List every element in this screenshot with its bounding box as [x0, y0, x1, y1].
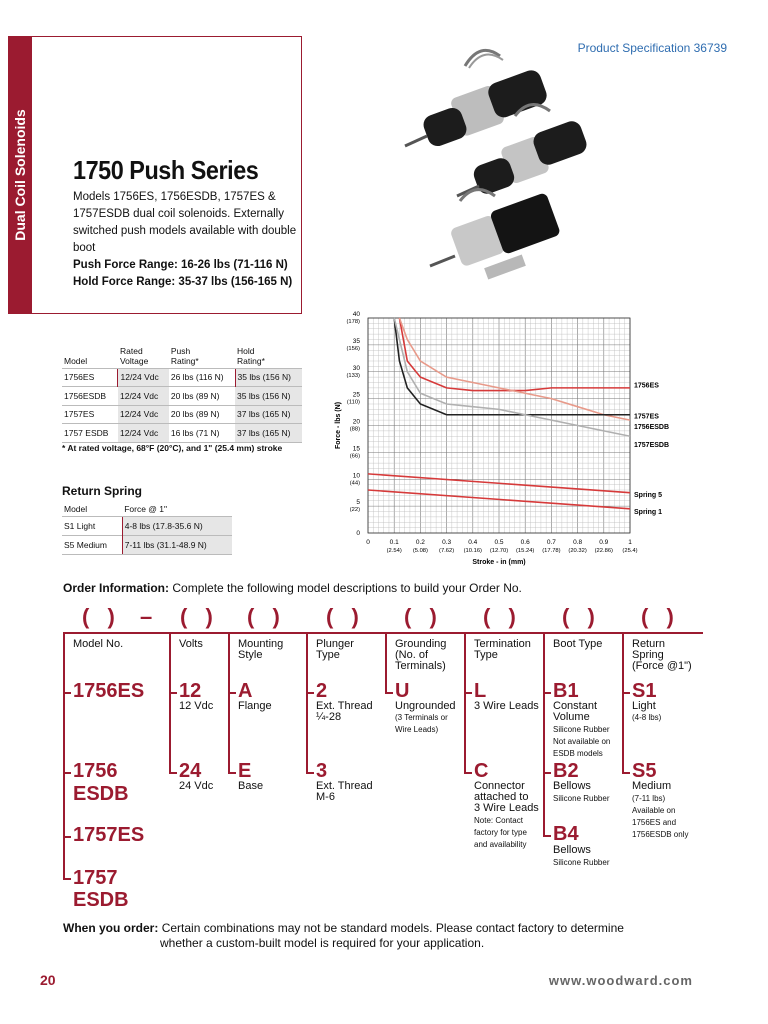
- option-tick: [169, 772, 177, 774]
- option-note: Silicone Rubber: [553, 858, 610, 867]
- series-label: 1757ES: [634, 413, 659, 421]
- page-number: 20: [40, 972, 56, 988]
- return-table-header: [62, 502, 232, 516]
- when-text-1: Certain combinations may not be standard models. Please contact factory to determine: [161, 921, 624, 935]
- y-tick-label: 35: [352, 337, 360, 345]
- y-tick-n-label: (178): [346, 319, 360, 325]
- x-tick-label: 0: [366, 539, 370, 546]
- table-cell: 1756ESDB: [62, 387, 118, 406]
- x-tick-mm-label: (17.78): [542, 548, 561, 554]
- order-info-text: Complete the following model descriptions to build your Order No.: [172, 581, 522, 595]
- column-header: Model No.: [73, 638, 124, 650]
- header-line: Style: [238, 649, 263, 661]
- option-code: B2: [553, 760, 579, 782]
- table-cell: 37 lbs (165 N): [235, 424, 302, 443]
- option-tick: [63, 878, 71, 880]
- option-desc: Connector: [474, 780, 525, 792]
- table-cell: 16 lbs (71 N): [169, 424, 235, 443]
- order-paren-boot: ( ): [562, 604, 601, 629]
- x-tick-label: 0.2: [415, 539, 425, 546]
- col-header: Force @ 1": [124, 503, 168, 514]
- header-line: Plunger: [316, 638, 354, 650]
- header-line: Grounding: [395, 638, 447, 650]
- header-line: Termination: [474, 638, 531, 650]
- header-line: Type: [316, 649, 340, 661]
- series-label: 1756ES: [634, 382, 659, 390]
- x-tick-label: 0.9: [599, 539, 609, 546]
- option-note: Available on: [632, 806, 676, 815]
- option-note: 1756ESDB only: [632, 830, 689, 839]
- y-tick-label: 5: [356, 499, 360, 507]
- x-tick-label: 1: [628, 539, 632, 546]
- col-header: [118, 342, 169, 368]
- header-text: Rated Voltage: [119, 345, 149, 366]
- option-tick: [543, 835, 551, 837]
- header-line: (No. of: [395, 649, 429, 661]
- spec-table-note: * At rated voltage, 68°F (20°C), and 1" (25.4 mm) stroke: [62, 443, 283, 453]
- column-line: [622, 633, 624, 773]
- y-axis-label: Force - lbs (N): [335, 401, 342, 450]
- series-label: Spring 5: [634, 491, 663, 499]
- table-cell: 4-8 lbs (17.8-35.6 N): [122, 516, 232, 535]
- x-tick-label: 0.5: [494, 539, 504, 546]
- solenoid-photo: [395, 36, 595, 306]
- option-code: L: [474, 680, 487, 702]
- column-line: [464, 633, 466, 773]
- y-tick-label: 40: [352, 311, 360, 318]
- option-note: ESDB models: [553, 749, 603, 758]
- table-cell: S1 Light: [62, 516, 122, 535]
- table-row: [62, 405, 302, 424]
- option-tick: [464, 772, 472, 774]
- page-title: 1750 Push Series: [73, 155, 259, 185]
- table-cell: 1756ES: [62, 368, 118, 387]
- option-tick: [63, 772, 71, 774]
- column-line: [169, 633, 171, 773]
- option-tick: [306, 692, 314, 694]
- series-label: 1757ESDB: [634, 441, 670, 449]
- option-desc: M-6: [316, 791, 335, 803]
- when-you-order: [63, 921, 624, 951]
- order-paren-mounting: ( ): [247, 604, 286, 629]
- option-code: B4: [553, 823, 579, 845]
- description-text: Models 1756ES, 1756ESDB, 1757ES & 1757ESDB dual coil solenoids. Externally switched push models available with double boot: [73, 191, 297, 254]
- y-tick-n-label: (110): [346, 399, 360, 406]
- product-spec-number: Product Specification 36739: [577, 41, 727, 55]
- option-tick: [63, 836, 71, 838]
- option-note: (4-8 lbs): [632, 713, 662, 722]
- option-tick: [385, 692, 393, 694]
- column-header: [316, 639, 354, 661]
- header-text: Push Rating*: [170, 345, 199, 366]
- y-tick-label: 0: [356, 530, 360, 537]
- series-label: Spring 1: [634, 509, 663, 516]
- y-tick-n-label: (66): [349, 453, 360, 460]
- option-desc: Bellows: [553, 780, 591, 792]
- option-desc: Bellows: [553, 844, 591, 856]
- option-tick: [543, 692, 551, 694]
- option-desc: Medium: [632, 780, 672, 792]
- column-line: [543, 633, 545, 836]
- header-line: Type: [474, 649, 498, 661]
- x-tick-mm-label: (5.08): [412, 548, 428, 554]
- order-paren-termination: ( ): [483, 604, 522, 629]
- option-note: Not available on: [553, 737, 611, 746]
- order-paren-plunger: ( ): [326, 604, 365, 629]
- table-cell: 20 lbs (89 N): [169, 405, 235, 424]
- option-note: Silicone Rubber: [553, 725, 610, 734]
- x-tick-mm-label: (22.86): [594, 548, 613, 554]
- return-spring-title: Return Spring: [62, 484, 142, 498]
- y-tick-label: 15: [352, 445, 360, 453]
- y-tick-label: 20: [352, 418, 360, 426]
- option-code: 1756ES: [73, 680, 145, 702]
- option-desc: Ungrounded: [395, 700, 456, 712]
- option-desc: 3 Wire Leads: [474, 700, 539, 712]
- table-cell: 1757ES: [62, 405, 118, 424]
- option-code: B1: [553, 680, 579, 702]
- table-cell: 12/24 Vdc: [118, 424, 169, 443]
- table-cell: 37 lbs (165 N): [235, 405, 302, 424]
- order-paren-model: ( ): [82, 604, 121, 629]
- option-tick: [228, 692, 236, 694]
- y-tick-n-label: (133): [346, 372, 360, 379]
- order-dash: –: [140, 604, 153, 629]
- table-cell: 7-11 lbs (31.1-48.9 N): [122, 535, 232, 554]
- x-tick-mm-label: (20.32): [568, 548, 587, 554]
- option-desc: Ext. Thread: [316, 700, 373, 712]
- header-line: Mounting: [238, 638, 284, 650]
- option-desc: Light: [632, 700, 656, 712]
- header-line: (Force @1"): [632, 660, 692, 672]
- table-cell: 12/24 Vdc: [118, 368, 169, 387]
- order-info-label: Order Information:: [63, 581, 170, 595]
- option-code: 1756: [73, 760, 118, 782]
- column-line: [385, 633, 387, 693]
- option-code: S1: [632, 680, 657, 702]
- option-code: 2: [316, 680, 328, 702]
- y-tick-label: 25: [352, 391, 360, 399]
- table-row: [62, 368, 302, 387]
- option-code: U: [395, 680, 410, 702]
- table-row: [62, 424, 302, 443]
- solenoid-1: [405, 50, 549, 149]
- option-note: Wire Leads): [395, 725, 439, 734]
- option-code: ESDB: [73, 783, 129, 805]
- order-paren-volts: ( ): [180, 604, 219, 629]
- force-stroke-chart: [330, 310, 670, 575]
- x-tick-mm-label: (25.4): [622, 548, 638, 554]
- option-desc: attached to: [474, 791, 529, 803]
- col-header: Model: [64, 503, 88, 514]
- order-info: [63, 581, 522, 595]
- option-code: 24: [179, 760, 202, 782]
- option-desc: 12 Vdc: [179, 700, 214, 712]
- option-code: 1757ES: [73, 824, 145, 846]
- side-tab: [8, 36, 32, 314]
- x-tick-mm-label: (12.70): [489, 548, 509, 554]
- spec-table: [62, 342, 302, 443]
- table-cell: S5 Medium: [62, 535, 122, 554]
- when-label: When you order:: [63, 921, 159, 935]
- column-header: [395, 639, 446, 672]
- return-spring-table: [62, 502, 232, 555]
- option-note: and availability: [474, 840, 527, 849]
- x-tick-mm-label: (15.24): [516, 548, 535, 554]
- col-header: Model: [64, 355, 88, 366]
- option-note: (7-11 lbs): [632, 794, 666, 803]
- table-row: [62, 516, 232, 535]
- option-desc: Ext. Thread: [316, 780, 373, 792]
- table-cell: 12/24 Vdc: [118, 387, 169, 406]
- table-row: [62, 387, 302, 406]
- x-tick-label: 0.6: [520, 539, 530, 546]
- option-code: E: [238, 760, 252, 782]
- option-note: 1756ES and: [632, 818, 677, 827]
- column-line: [306, 633, 308, 773]
- series-label: 1756ESDB: [634, 424, 670, 432]
- y-tick-n-label: (22): [349, 507, 360, 514]
- solenoid-3: [430, 190, 561, 280]
- website-url[interactable]: www.woodward.com: [548, 973, 693, 988]
- x-tick-mm-label: (2.54): [386, 548, 402, 554]
- column-header: [474, 639, 531, 661]
- x-tick-label: 0.4: [468, 539, 478, 546]
- column-header: Boot Type: [553, 638, 603, 650]
- x-tick-label: 0.3: [442, 539, 452, 546]
- table-cell: 35 lbs (156 N): [235, 368, 302, 387]
- x-tick-label: 0.8: [573, 539, 583, 546]
- order-paren-spring: ( ): [641, 604, 680, 629]
- option-desc: Constant: [553, 700, 598, 712]
- spec-table-header: [62, 342, 302, 368]
- push-force-range: Push Force Range: 16-26 lbs (71-116 N): [73, 259, 288, 271]
- option-desc: 24 Vdc: [179, 780, 214, 792]
- x-tick-mm-label: (7.62): [439, 548, 455, 554]
- option-code: A: [238, 680, 253, 702]
- table-cell: 35 lbs (156 N): [235, 387, 302, 406]
- x-tick-label: 0.7: [546, 539, 556, 546]
- option-tick: [169, 692, 177, 694]
- table-cell: 1757 ESDB: [62, 424, 118, 443]
- option-code: ESDB: [73, 889, 129, 911]
- y-tick-label: 10: [352, 472, 360, 480]
- option-tick: [543, 772, 551, 774]
- order-divider: [63, 632, 703, 634]
- option-tick: [228, 772, 236, 774]
- y-tick-n-label: (156): [346, 345, 360, 352]
- hold-force-range: Hold Force Range: 35-37 lbs (156-165 N): [73, 276, 293, 288]
- header-line: Terminals): [395, 660, 446, 672]
- y-tick-label: 30: [352, 364, 360, 372]
- option-code: 3: [316, 760, 328, 782]
- option-code: S5: [632, 760, 657, 782]
- option-tick: [306, 772, 314, 774]
- table-cell: 12/24 Vdc: [118, 405, 169, 424]
- option-tick: [464, 692, 472, 694]
- header-text: Hold Rating*: [237, 345, 265, 366]
- option-note: Silicone Rubber: [553, 794, 610, 803]
- option-desc: Volume: [553, 711, 590, 723]
- option-note: (3 Terminals or: [395, 713, 448, 722]
- option-code: C: [474, 760, 489, 782]
- y-tick-n-label: (44): [349, 480, 360, 487]
- when-text-2: whether a custom-built model is required for your application.: [160, 936, 485, 950]
- series-description: [73, 189, 298, 291]
- order-paren-grounding: ( ): [404, 604, 443, 629]
- option-note: Note: Contact: [474, 816, 523, 825]
- option-code: 1757: [73, 867, 118, 889]
- option-desc: 3 Wire Leads: [474, 802, 539, 814]
- col-header: [169, 342, 235, 368]
- column-header: [238, 639, 283, 661]
- header-line: Spring: [632, 649, 664, 661]
- option-tick: [622, 692, 630, 694]
- option-tick: [63, 692, 71, 694]
- x-axis-label: Stroke - in (mm): [472, 559, 526, 566]
- x-tick-mm-label: (10.16): [463, 548, 482, 554]
- y-tick-n-label: (88): [349, 426, 360, 433]
- header-line: Return: [632, 638, 666, 650]
- option-desc: ¼-28: [316, 711, 342, 723]
- column-line: [63, 633, 65, 879]
- option-tick: [622, 772, 630, 774]
- table-cell: 26 lbs (116 N): [169, 368, 235, 387]
- option-code: 12: [179, 680, 202, 702]
- x-tick-label: 0.1: [389, 539, 399, 546]
- column-header: [632, 639, 692, 672]
- column-line: [228, 633, 230, 773]
- table-cell: 20 lbs (89 N): [169, 387, 235, 406]
- col-header: [235, 342, 302, 368]
- option-desc: Flange: [238, 700, 272, 712]
- side-tab-label: Dual Coil Solenoids: [12, 109, 28, 241]
- column-header: Volts: [179, 638, 203, 650]
- table-row: [62, 535, 232, 554]
- option-note: factory for type: [474, 828, 527, 837]
- option-desc: Base: [238, 780, 264, 792]
